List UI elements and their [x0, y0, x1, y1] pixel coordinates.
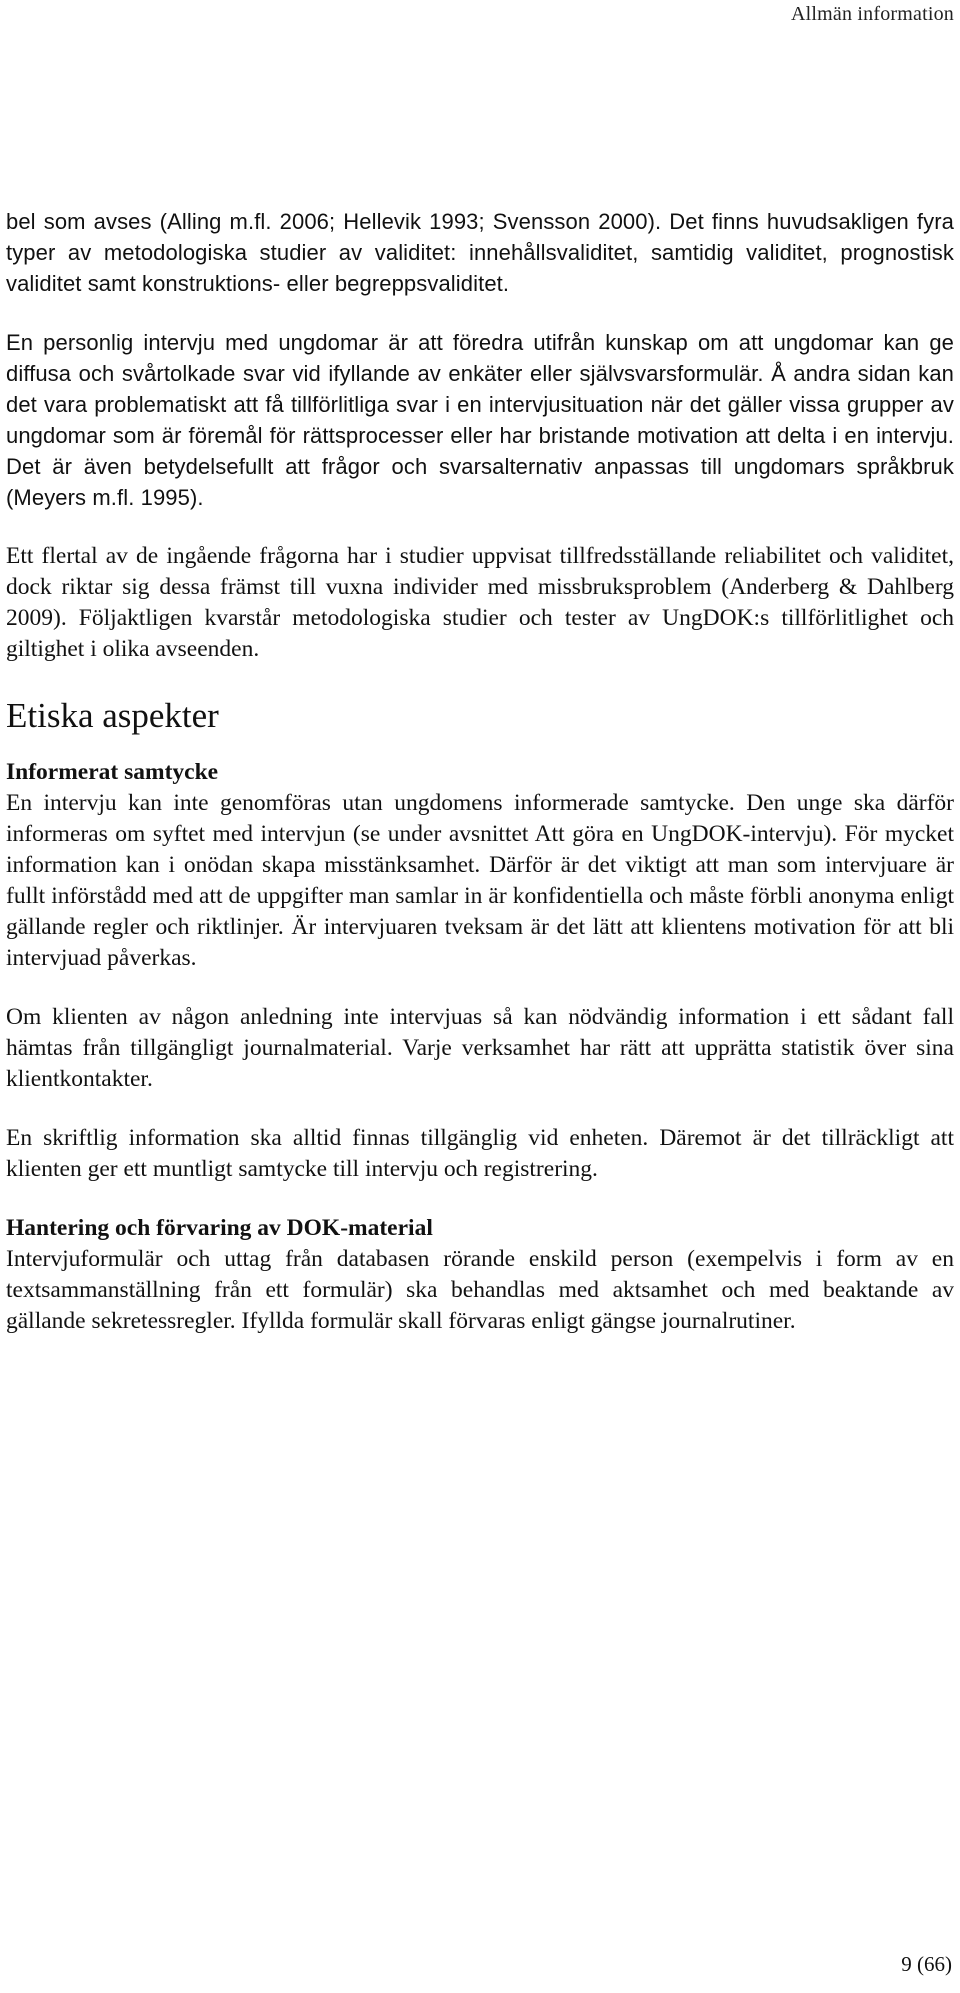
paragraph-material-handling: Intervjuformulär och uttag från databasen rörande enskild person (exempelvis i form av en textsammanställning från ett formulär) ska behandlas med aktsamhet och med beaktande av gällande sekretessregler. Ifyllda formulär skall förvaras enligt gängse journalrutiner. [6, 1246, 954, 1334]
section-heading-ethics: Etiska aspekter [6, 696, 219, 735]
page-body [6, 206, 954, 1365]
paragraph-reliability: Ett flertal av de ingående frågorna har i studier uppvisat tillfredsställande reliabilitet och validitet, dock riktar sig dessa främst till vuxna individer med missbruksproblem (Anderberg & Dahlberg 2009). Följaktligen kvarstår metodologiska studier och tester av UngDOK:s tillförlitlighet och giltighet i olika avseenden. [6, 543, 954, 662]
subsection-material-handling [6, 1213, 954, 1337]
paragraph-consent-intro: En intervju kan inte genomföras utan ungdomens informerade samtycke. Den unge ska därför informeras om syftet med intervjun (se under avsnittet Att göra en UngDOK-intervju). För mycket information kan i onödan skapa misstänksamhet. Därför är det viktigt att man som intervjuare är fullt införstådd med att de uppgifter man samlar in är konfidentiella och måste förbli anonyma enligt gällande regler och riktlinjer. Är intervjuaren tveksam är det lätt att klientens motivation för att bli intervjuad påverkas. [6, 790, 954, 971]
paragraph-personal-interview: En personlig intervju med ungdomar är att föredra utifrån kunskap om att ungdomar kan ge diffusa och svårtolkade svar vid ifyllande av enkäter eller självsvarsformulär. Å andra sidan kan det vara problematiskt att få tillförlitliga svar i en intervjusituation när det gäller vissa grupper av ungdomar som är föremål för rättsprocesser eller har bristande motivation att delta i en intervju. Det är även betydelsefullt att frågor och svarsalternativ anpassas till ungdomars språkbruk (Meyers m.fl. 1995). [6, 330, 954, 510]
paragraph-consent-journal: Om klienten av någon anledning inte intervjuas så kan nödvändig information i ett sådant fall hämtas från tillgängligt journalmaterial. Varje verksamhet har rätt att upprätta statistik över sina klientkontakter. [6, 1004, 954, 1092]
paragraph-consent-written: En skriftlig information ska alltid finnas tillgänglig vid enheten. Däremot är det tillräckligt att klienten ger ett muntligt samtycke till intervju och registrering. [6, 1125, 954, 1182]
subheading-informed-consent: Informerat samtycke [6, 759, 219, 785]
paragraph-validity-types: bel som avses (Alling m.fl. 2006; Hellevik 1993; Svensson 2000). Det finns huvudsakligen fyra typer av metodologiska studier av validitet: innehållsvaliditet, samtidig validitet, prognostisk validitet samt konstruktions- eller begreppsvaliditet. [6, 209, 954, 296]
page-number: 9 (66) [901, 1952, 952, 1976]
subheading-material-handling: Hantering och förvaring av DOK-material [6, 1215, 433, 1241]
running-header: Allmän information [790, 3, 954, 25]
subsection-informed-consent [6, 757, 954, 1185]
